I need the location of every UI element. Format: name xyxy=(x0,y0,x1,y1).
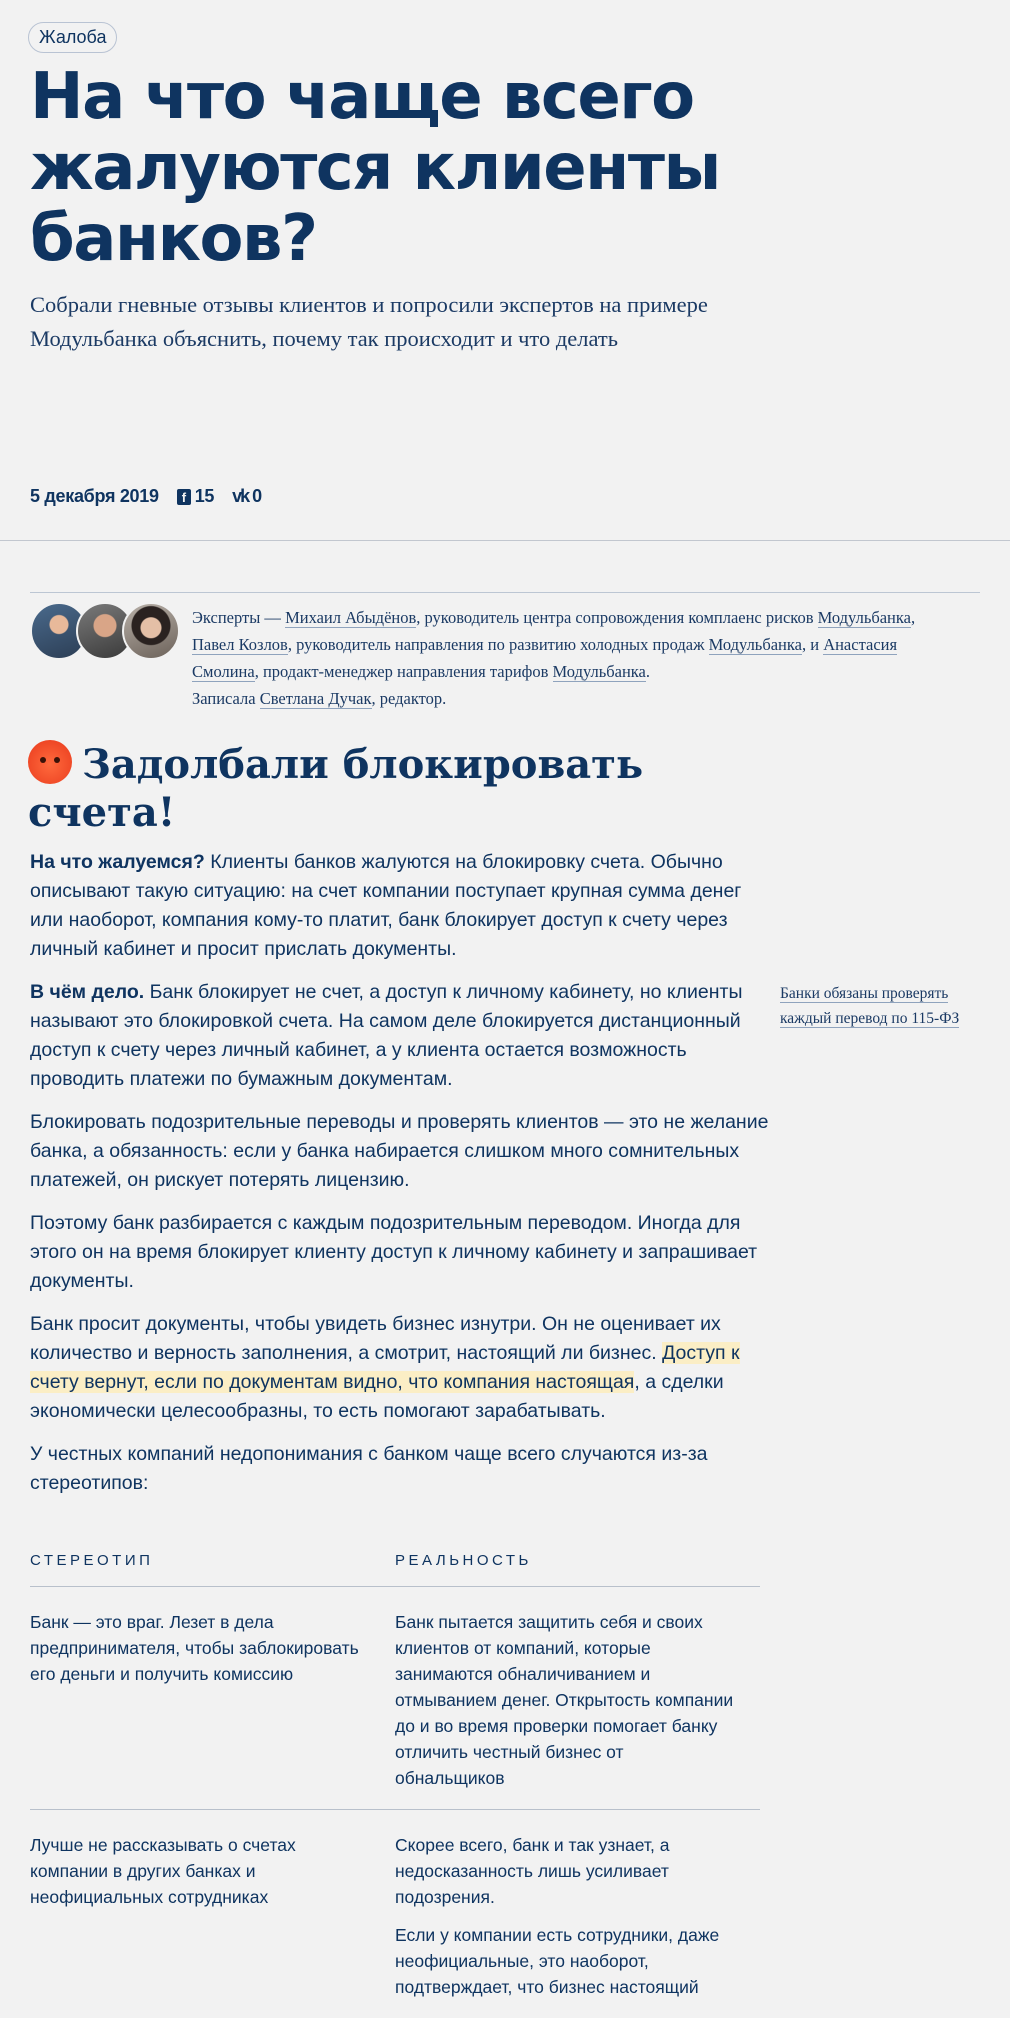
article-title: На что чаще всего жалуются клиенты банков? xyxy=(30,60,720,276)
vk-count: 0 xyxy=(252,486,262,506)
paragraph-lead: В чём дело. xyxy=(30,981,145,1003)
reality-text: Если у компании есть сотрудники, даже неофициальные, это наоборот, подтверждает, что бизнес настоящий xyxy=(395,1925,720,1997)
expert-role: , продакт-менеджер направления тарифов xyxy=(254,662,553,681)
org-link[interactable]: Модульбанка xyxy=(552,662,646,681)
paragraph: У честных компаний недопонимания с банком чаще всего случаются из-за стереотипов: xyxy=(30,1443,708,1494)
org-link[interactable]: Модульбанка xyxy=(708,635,802,654)
article-meta xyxy=(30,486,262,507)
table-header xyxy=(30,1544,760,1587)
separator: . xyxy=(645,662,651,681)
category-tag[interactable]: Жалоба xyxy=(28,22,117,53)
reality-cell xyxy=(395,1609,760,1791)
expert-link-kozlov[interactable]: Павел Козлов xyxy=(192,635,288,654)
vk-icon: vk xyxy=(232,486,249,506)
avatar xyxy=(122,602,180,660)
editor-link-duchak[interactable]: Светлана Дучак xyxy=(259,689,372,708)
table-row xyxy=(30,1587,760,1810)
section-heading xyxy=(28,740,688,837)
stereotype-table xyxy=(30,1544,760,2018)
sidenote-link[interactable] xyxy=(780,981,990,1031)
reality-text: Банк пытается защитить себя и своих клиентов от компаний, которые занимаются обналичиванием и отмыванием денег. Открытость компании до и во время проверки помогает банку отличить честный бизнес от обнальщиков xyxy=(395,1612,734,1788)
stereotype-cell: Лучше не рассказывать о счетах компании в других банках и неофициальных сотрудниках xyxy=(30,1835,296,1907)
reality-text: Скорее всего, банк и так узнает, а недосказанность лишь усиливает подозрения. xyxy=(395,1835,670,1907)
section-heading-text: Задолбали блокировать счета! xyxy=(28,741,644,836)
paragraph xyxy=(30,978,770,1094)
expert-link-abydenov[interactable]: Михаил Абыдёнов xyxy=(285,608,417,627)
column-header-stereotype: СТЕРЕОТИП xyxy=(30,1552,154,1569)
paragraph xyxy=(30,848,770,964)
facebook-share[interactable] xyxy=(177,486,214,507)
article-body xyxy=(30,848,770,1512)
reality-cell xyxy=(395,1832,760,2000)
written-by: Записала xyxy=(192,689,260,708)
experts-divider xyxy=(30,592,980,593)
facebook-icon: f xyxy=(177,489,191,505)
paragraph-text: Банк просит документы, чтобы увидеть бизнес изнутри. Он не оценивает их количество и верность заполнения, а смотрит, настоящий ли бизнес. xyxy=(30,1313,721,1364)
sidenote-text[interactable]: Банки обязаны проверять каждый перевод по 115-ФЗ xyxy=(780,985,960,1027)
paragraph: Поэтому банк разбирается с каждым подозрительным переводом. Иногда для этого он на время блокирует клиенту доступ к личному кабинету и запрашивает документы. xyxy=(30,1212,758,1292)
paragraph-text: Клиенты банков жалуются на блокировку счета. Обычно описывают такую ситуацию: на счет компании поступает крупная сумма денег или наоборот, компания кому-то платит, банк блокирует доступ к счету через личный кабинет и просит прислать документы. xyxy=(30,851,742,960)
paragraph xyxy=(30,1310,770,1426)
table-row xyxy=(30,1810,760,2018)
experts-credits xyxy=(192,604,952,712)
stereotype-cell: Банк — это враг. Лезет в дела предпринимателя, чтобы заблокировать его деньги и получить комиссию xyxy=(30,1612,359,1684)
experts-avatars xyxy=(30,602,180,660)
column-header-reality: РЕАЛЬНОСТЬ xyxy=(395,1552,532,1569)
header-divider xyxy=(0,540,1010,541)
separator: , xyxy=(910,608,916,627)
publish-date: 5 декабря 2019 xyxy=(30,486,159,506)
facebook-count: 15 xyxy=(194,486,215,506)
paragraph: Блокировать подозрительные переводы и проверять клиентов — это не желание банка, а обязанность: если у банка набирается слишком много сомнительных платежей, он рискует потерять лицензию. xyxy=(30,1111,769,1191)
editor-role: , редактор. xyxy=(371,689,447,708)
paragraph-text: , а сделки экономически целесообразны, то есть помогают зарабатывать. xyxy=(30,1371,724,1422)
org-link[interactable]: Модульбанка xyxy=(817,608,911,627)
paragraph-lead: На что жалуемся? xyxy=(30,851,205,873)
article-lead: Собрали гневные отзывы клиентов и попросили экспертов на примере Модульбанка объяснить, почему так происходит и что делать xyxy=(30,292,708,351)
vk-share[interactable] xyxy=(232,486,262,507)
experts-prefix: Эксперты — xyxy=(192,608,286,627)
highlighted-text: Доступ к счету вернут, если по документам видно, что компания настоящая xyxy=(30,1342,740,1393)
separator: , и xyxy=(801,635,824,654)
expert-role: , руководитель направления по развитию холодных продаж xyxy=(287,635,709,654)
angry-face-icon xyxy=(28,740,72,784)
paragraph-text: Банк блокирует не счет, а доступ к личному кабинету, но клиенты называют это блокировкой счета. На самом деле блокируется дистанционный доступ к счету через личный кабинет, а у клиента остается возможность проводить платежи по бумажным документам. xyxy=(30,981,743,1090)
expert-link-smolina[interactable]: Анастасия Смолина xyxy=(192,635,898,681)
expert-role: , руководитель центра сопровождения комплаенс рисков xyxy=(416,608,818,627)
